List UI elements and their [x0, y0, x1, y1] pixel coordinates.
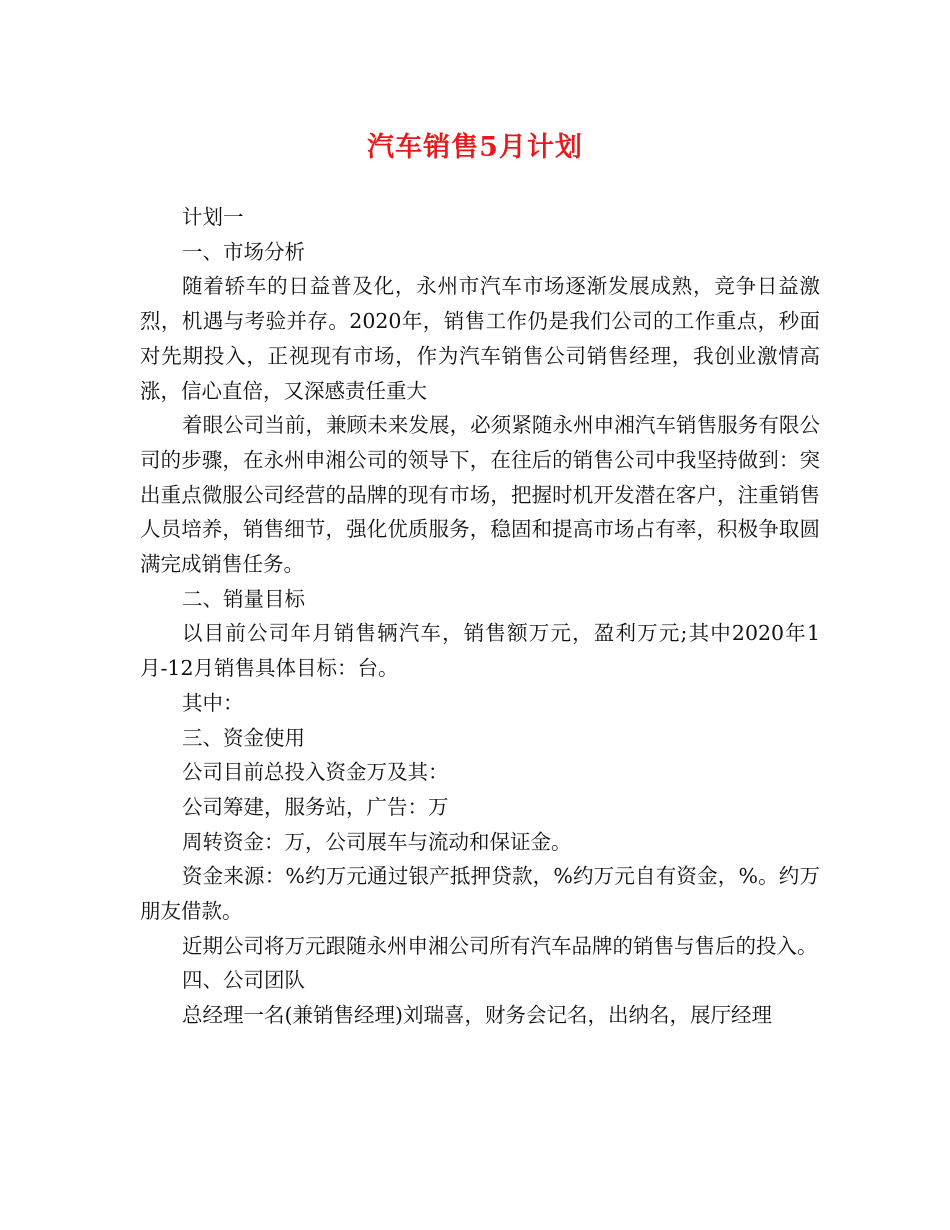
paragraph-sales-target: 以目前公司年月销售辆汽车，销售额万元，盈利万元;其中2020年1月-12月销售具体目标：台。	[140, 621, 820, 681]
paragraph-team-members: 总经理一名(兼销售经理)刘瑞喜，财务会记名，出纳名，展厅经理	[182, 1003, 772, 1028]
document-body	[140, 200, 820, 1033]
paragraph-company-focus: 着眼公司当前，兼顾未来发展，必须紧随永州申湘汽车销售服务有限公司的步骤，在永州申湘公司的领导下，在往后的销售公司中我坚持做到：突出重点微服公司经营的品牌的现有市场，把握时机开发潜在客户，注重销售人员培养，销售细节，强化优质服务，稳固和提高市场占有率，积极争取圆满完成销售任务。	[140, 413, 820, 577]
section-heading-sales-target: 二、销量目标	[182, 586, 305, 611]
section-heading-company-team: 四、公司团队	[182, 968, 305, 993]
paragraph-setup-costs: 公司筹建，服务站，广告：万	[182, 794, 449, 819]
paragraph-working-capital: 周转资金：万，公司展车与流动和保证金。	[182, 829, 572, 854]
section-heading-market-analysis: 一、市场分析	[182, 239, 305, 264]
paragraph-market-overview: 随着轿车的日益普及化，永州市汽车市场逐渐发展成熟，竞争日益激烈，机遇与考验并存。2020年，销售工作仍是我们公司的工作重点，秒面对先期投入，正视现有市场，作为汽车销售公司销售经理，我创业激情高涨，信心直倍，又深感责任重大	[140, 274, 820, 403]
document-title: 汽车销售5月计划	[367, 132, 583, 163]
paragraph-total-investment: 公司目前总投入资金万及其：	[182, 760, 449, 785]
paragraph-among-them: 其中：	[182, 690, 244, 715]
section-heading-fund-usage: 三、资金使用	[182, 725, 305, 750]
paragraph-fund-sources: 资金来源：%约万元通过银产抵押贷款，%约万元自有资金，%。约万朋友借款。	[140, 864, 820, 924]
paragraph-recent-investment: 近期公司将万元跟随永州申湘公司所有汽车品牌的销售与售后的投入。	[182, 933, 818, 958]
paragraph-plan-label: 计划一	[182, 205, 244, 229]
